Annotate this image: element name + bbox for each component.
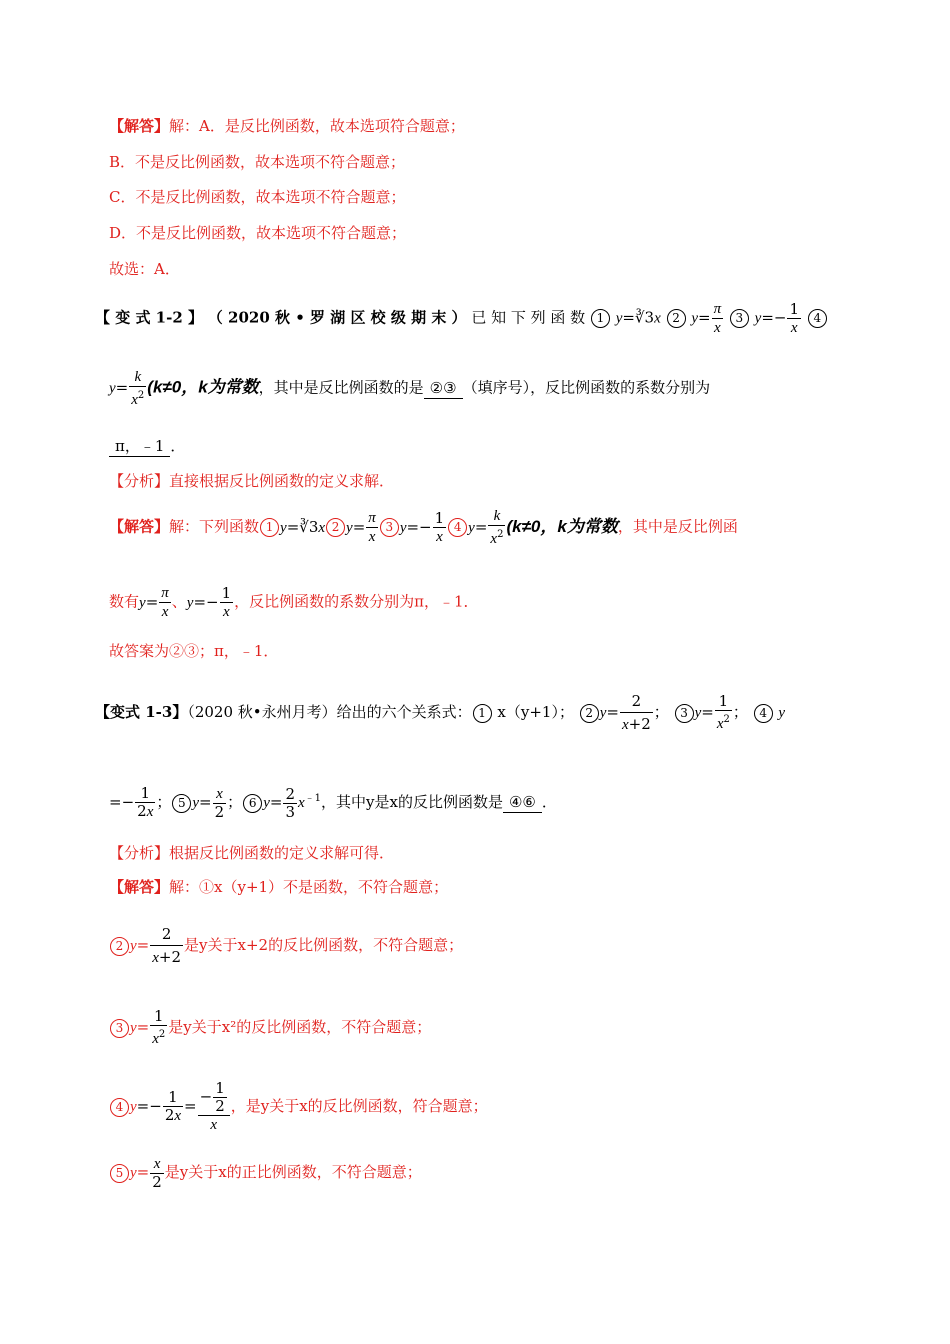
variant-1-3-line-2: =− $\frac{1}{2x}$ ； 5 y= $\frac{x}{2}$ ； 6 y= $\frac{2}{3}$ $x^{﹣1}$，其中y是x的反比例函数是 ④⑥ ． — [109, 784, 557, 821]
circle-2-icon: 2 — [667, 309, 686, 328]
answer-heading: 【解答】 — [109, 117, 170, 135]
variant-1-2-analysis: 【分析】直接根据反比例函数的定义求解． — [109, 472, 395, 490]
answer-blank-1: ②③ — [424, 378, 463, 399]
variant-1-3-answer-line-5: 5 y= $\frac{x}{2}$ 是y关于x的正比例函数，不符合题意； — [109, 1155, 422, 1191]
answer-line-2: B．不是反比例函数，故本选项不符合题意； — [109, 153, 406, 171]
variant-1-2-answer-line-1: 【解答】解：下列函数 1 y=∛3x 2 y= $\frac{\pi}{x}$ 3 y=− $\frac{1}{x}$ 4 y= $\frac{k}{x^2}$ (k≠0，k为常数，其中是反比例函 — [109, 508, 738, 547]
answer-line-1: 【解答】解：A．是反比例函数，故本选项符合题意； — [109, 117, 465, 135]
answer-line-3: C．不是反比例函数，故本选项不符合题意； — [109, 188, 406, 206]
variant-1-3-answer-line-1: 【解答】解：①x（y+1）不是函数，不符合题意； — [109, 878, 449, 896]
variant-1-2-final: 故答案为②③；π，﹣1． — [109, 642, 279, 660]
circle-4-icon: 4 — [808, 309, 827, 328]
variant-1-3-analysis: 【分析】根据反比例函数的定义求解可得． — [109, 844, 395, 862]
variant-1-3-answer-line-3: 3 y= $\frac{1}{x^2}$ 是y关于x²的反比例函数，不符合题意； — [109, 1008, 431, 1048]
variant-1-2-line-3: π，﹣1 ． — [109, 436, 185, 457]
answer-blank-3: ④⑥ — [503, 792, 542, 813]
variant-1-2-title: 【 变 式 1-2 】 （ 2020 秋 • 罗 湖 区 校 级 期 末 ） 已 知 下 列 函 数 1 y=∛3x 2 y= $\frac{\pi}{x}$ 3 y=− $\frac{1}{x}$ 4 — [95, 300, 828, 337]
answer-blank-2: π，﹣1 — [109, 436, 170, 457]
variant-1-3-answer-line-2: 2 y= $\frac{2}{x+2}$ 是y关于x+2的反比例函数，不符合题意； — [109, 923, 463, 969]
answer-line-4: D．不是反比例函数，故本选项不符合题意； — [109, 224, 407, 242]
variant-1-2-answer-line-2: 数有y= $\frac{\pi}{x}$ 、y=− $\frac{1}{x}$ ，反比例函数的系数分别为π，﹣1． — [109, 583, 479, 620]
circle-1-icon: 1 — [591, 309, 610, 328]
variant-1-3-answer-line-4: 4 y=− $\frac{1}{2x}$ = − $\frac{1}{2}$ x ，是y关于x的反比例函数，符合题意； — [109, 1080, 488, 1134]
circle-3-icon: 3 — [730, 309, 749, 328]
variant-1-2-line-2: y= $\frac{k}{x^2}$ (k≠0，k为常数，其中是反比例函数的是 ②③ （填序号），反比例函数的系数分别为 — [109, 369, 711, 408]
answer-line-5: 故选：A． — [109, 260, 180, 278]
variant-1-3-title: 【变式 1-3】（2020 秋•永州月考）给出的六个关系式： 1 x（y+1）； 2 y= $\frac{2}{x+2}$ ； 3 y= $\frac{1}{x^2}$ ； 4 y — [95, 692, 786, 733]
